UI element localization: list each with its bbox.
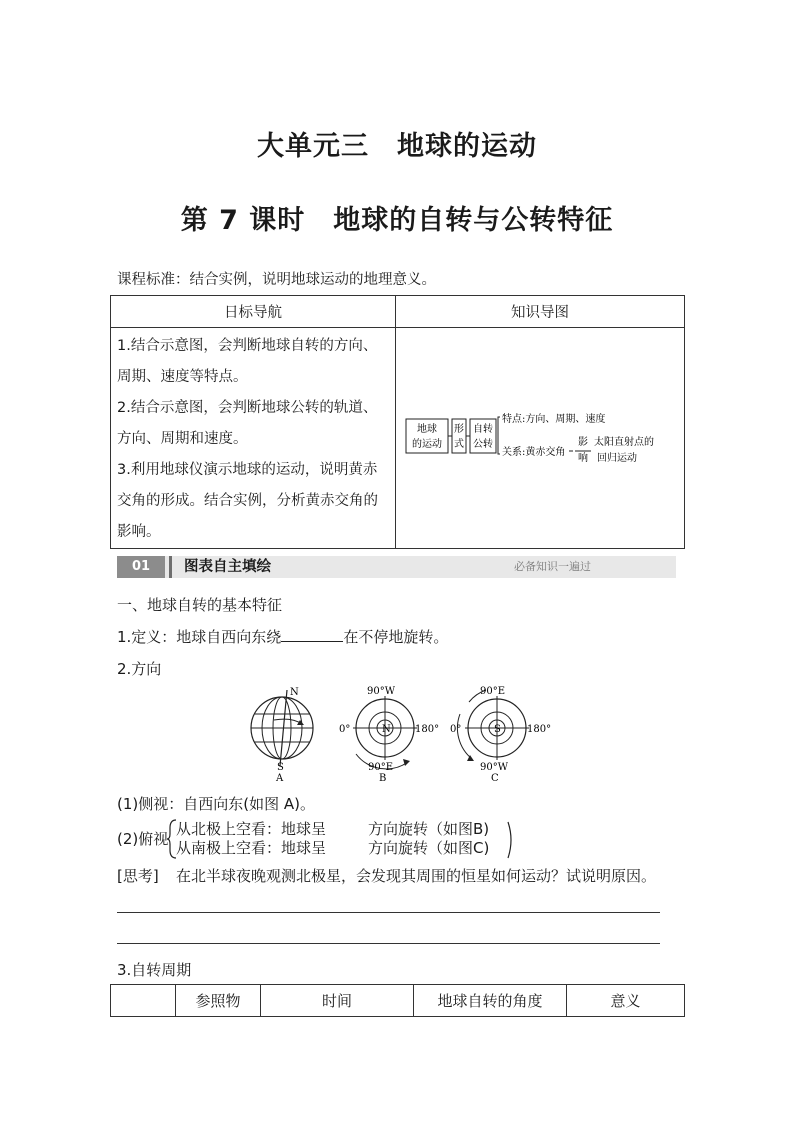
period-header-angle: 地球自转的角度 — [414, 985, 567, 1017]
banner-divider — [169, 556, 172, 578]
definition-text-end: 在不停地旋转。 — [343, 628, 449, 646]
section-heading: 一、地球自转的基本特征 — [117, 596, 283, 614]
top-view-north-text: 从北极上空看：地球呈 — [176, 820, 327, 838]
label-left: 0° — [339, 724, 351, 735]
caption-a: A — [276, 773, 284, 784]
label-top: 90°E — [480, 686, 506, 697]
label-right: 180° — [527, 724, 552, 735]
label-center: N — [382, 724, 391, 735]
direction-heading: 2.方向 — [117, 660, 162, 678]
right-paren-icon — [506, 820, 516, 860]
definition-line — [117, 626, 448, 647]
section-title: 图表自主填绘 — [184, 559, 271, 575]
map-box-effect-line2: 响 — [578, 453, 588, 464]
think-question: 在北半球夜晚观测北极星，会发现其周围的恒星如何运动？试说明原因。 — [176, 867, 657, 885]
map-effect-line1: 太阳直射点的 — [594, 437, 654, 448]
lesson-title: 第 7 课时 地球的自转与公转特征 — [180, 205, 614, 236]
answer-line[interactable] — [117, 943, 660, 944]
label-top: 90°W — [367, 686, 396, 697]
goal-table — [110, 295, 685, 549]
map-box-earth-line1: 地球 — [417, 424, 437, 435]
map-box-rotation-line2: 公转 — [473, 439, 493, 450]
goal-item: 1.结合示意图，会判断地球自转的方向、周期、速度等特点。 — [117, 338, 378, 385]
section-number: 01 — [117, 556, 165, 578]
map-box-earth-line2: 的运动 — [412, 439, 442, 450]
unit-title: 大单元三 地球的运动 — [257, 131, 537, 162]
label-center: S — [494, 724, 501, 735]
period-header-reference: 参照物 — [176, 985, 261, 1017]
label-left: 0° — [450, 724, 462, 735]
caption-b: B — [379, 773, 387, 784]
label-south: S — [277, 762, 284, 773]
map-box-form-line2: 式 — [454, 439, 464, 450]
label-north: N — [290, 687, 299, 698]
knowledge-map — [397, 330, 683, 546]
top-view-label: (2)俯视 — [117, 830, 169, 848]
label-right: 180° — [415, 724, 440, 735]
goal-header: 日标导航 — [111, 296, 396, 328]
side-view-line: (1)侧视：自西向东(如图 A)。 — [117, 795, 315, 813]
section-subtitle: 必备知识一遍过 — [514, 560, 591, 573]
map-branch-features: 特点:方向、周期、速度 — [502, 414, 606, 425]
period-header-meaning: 意义 — [567, 985, 685, 1017]
think-tag: [思考] — [117, 867, 159, 885]
map-box-rotation-line1: 自转 — [473, 424, 493, 435]
goal-item: 3.利用地球仪演示地球的运动，说明黄赤交角的形成。结合实例，分析黄赤交角的影响。 — [117, 462, 378, 540]
top-view-south-direction: 方向旋转（如图C) — [368, 839, 490, 857]
answer-blank[interactable] — [281, 627, 343, 642]
map-branch-relation: 关系:黄赤交角 — [502, 447, 566, 458]
knowledge-map-cell — [396, 328, 685, 549]
label-bottom: 90°E — [368, 762, 394, 773]
label-bottom: 90°W — [480, 762, 509, 773]
map-box-form-line1: 形 — [454, 424, 464, 435]
period-header-time: 时间 — [261, 985, 414, 1017]
goals-cell — [111, 328, 396, 549]
north-pole-view — [339, 686, 439, 784]
map-header: 知识导图 — [396, 296, 685, 328]
caption-c: C — [491, 773, 499, 784]
definition-text: 1.定义：地球自西向东绕 — [117, 628, 282, 646]
top-view-south-text: 从南极上空看：地球呈 — [176, 839, 327, 857]
period-header-blank — [111, 985, 176, 1017]
rotation-figure — [240, 684, 560, 784]
period-heading: 3.自转周期 — [117, 961, 192, 979]
globe-side-view — [251, 687, 313, 784]
rotation-period-table — [110, 984, 685, 1017]
top-view-north-direction: 方向旋转（如图B) — [368, 820, 490, 838]
map-box-effect-line1: 影 — [578, 437, 588, 448]
course-standard: 课程标准：结合实例，说明地球运动的地理意义。 — [117, 272, 436, 288]
map-effect-line2: 回归运动 — [597, 453, 637, 464]
goal-item: 2.结合示意图，会判断地球公转的轨道、方向、周期和速度。 — [117, 400, 378, 447]
south-pole-view — [450, 686, 551, 784]
answer-line[interactable] — [117, 912, 660, 913]
